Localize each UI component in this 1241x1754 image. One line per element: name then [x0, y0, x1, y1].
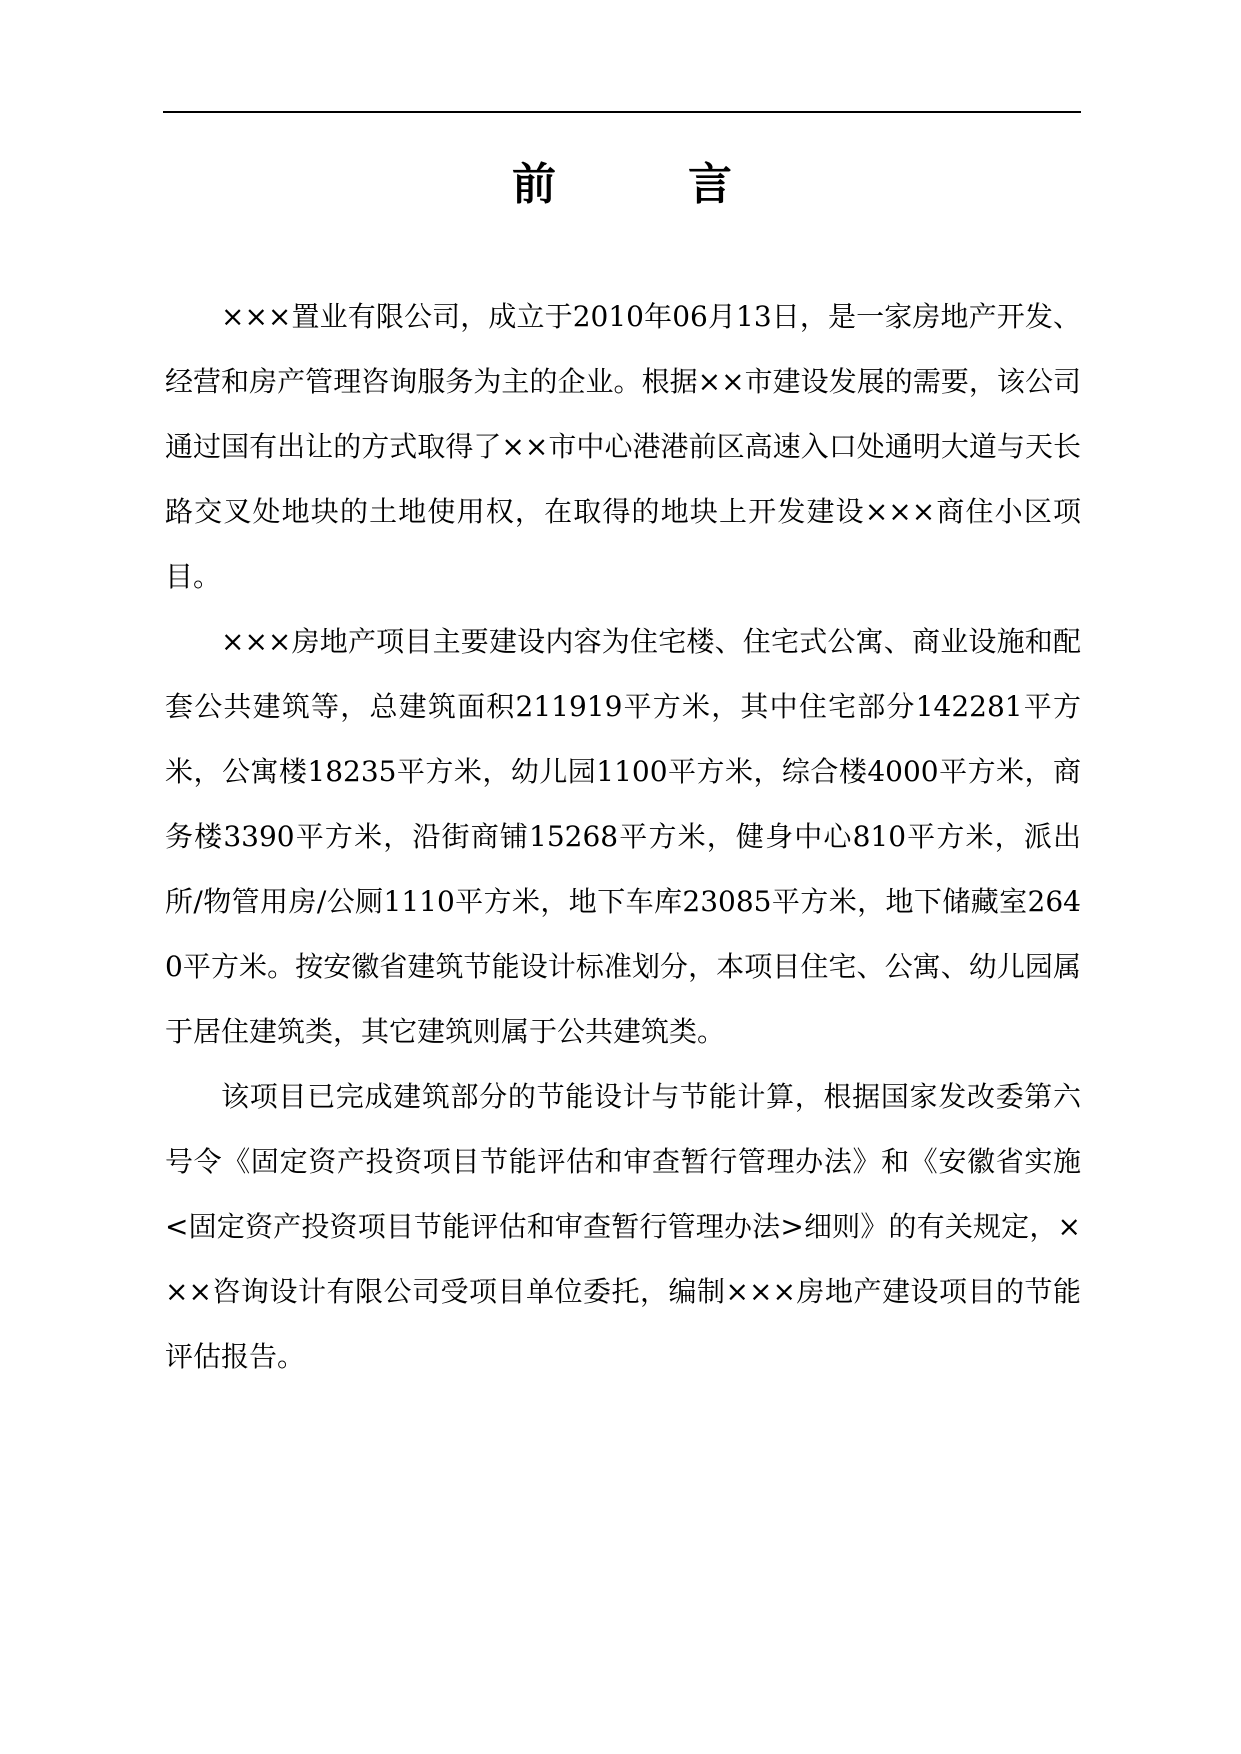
- paragraph-project-scope: ×××房地产项目主要建设内容为住宅楼、住宅式公寓、商业设施和配套公共建筑等，总建筑面积211919平方米，其中住宅部分142281平方米，公寓楼18235平方米，幼儿园1100平方米，综合楼4000平方米，商务楼3390平方米，沿街商铺15268平方米，健身中心810平方米，派出所/物管用房/公厕1110平方米，地下车库23085平方米，地下储藏室2640平方米。按安徽省建筑节能设计标准划分，本项目住宅、公寓、幼儿园属于居住建筑类，其它建筑则属于公共建筑类。: [165, 625, 1081, 1048]
- page-title: 前 言: [512, 159, 776, 210]
- document-body: [165, 284, 1081, 1389]
- paragraph-report-basis: 该项目已完成建筑部分的节能设计与节能计算，根据国家发改委第六号令《固定资产投资项目节能评估和审查暂行管理办法》和《安徽省实施<固定资产投资项目节能评估和审查暂行管理办法>细则》的有关规定，×××咨询设计有限公司受项目单位委托，编制×××房地产建设项目的节能评估报告。: [165, 1080, 1081, 1373]
- header-rule: [163, 111, 1081, 113]
- paragraph-company-intro: ×××置业有限公司，成立于2010年06月13日，是一家房地产开发、经营和房产管理咨询服务为主的企业。根据××市建设发展的需要，该公司通过国有出让的方式取得了××市中心港港前区高速入口处通明大道与天长路交叉处地块的土地使用权，在取得的地块上开发建设×××商住小区项目。: [165, 300, 1081, 593]
